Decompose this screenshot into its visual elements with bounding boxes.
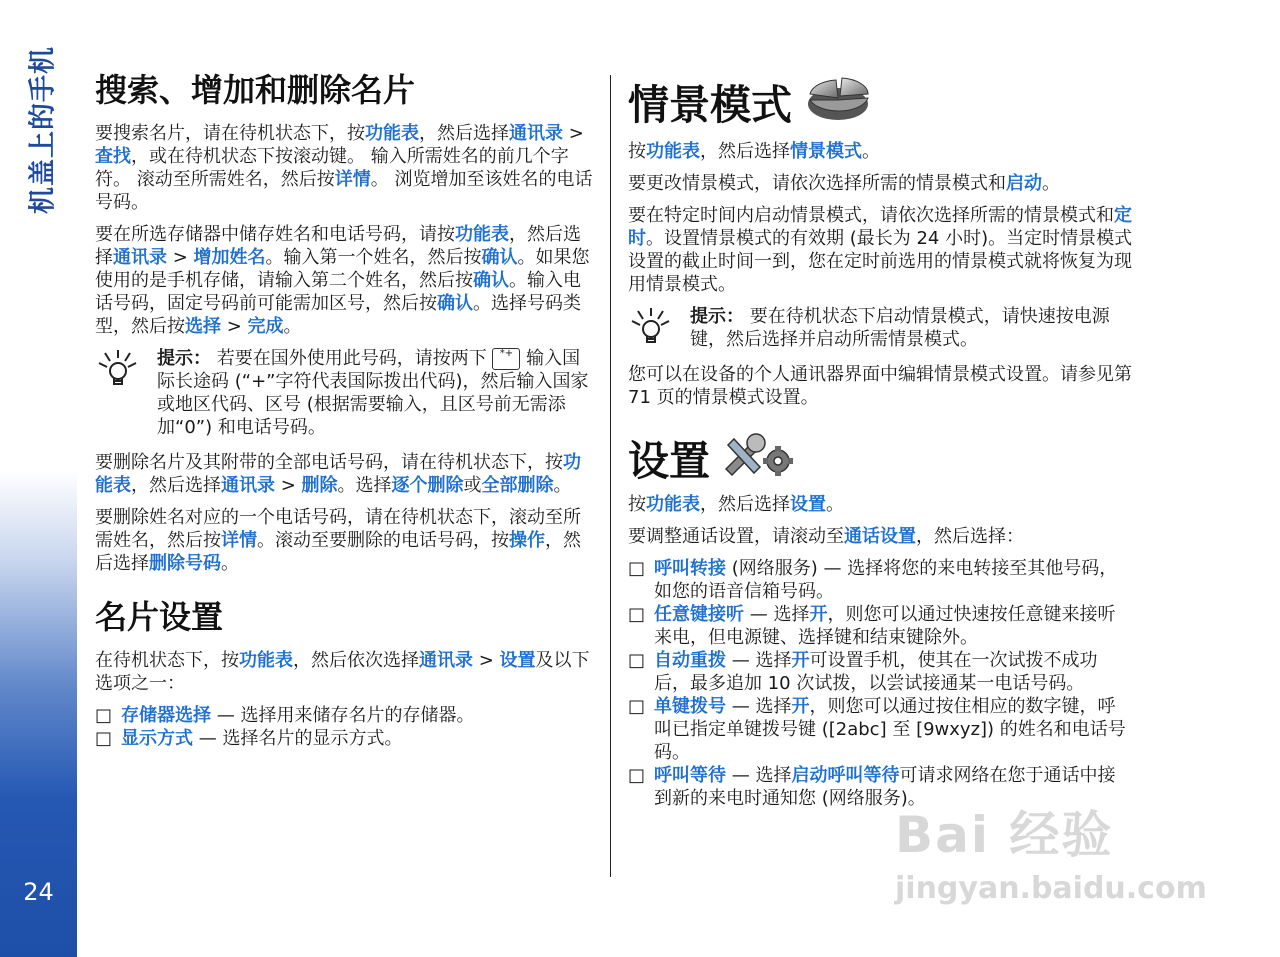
text-run: ，然后选择 xyxy=(131,475,221,496)
text-run: 。 浏览增加至该姓名的电话号码。 xyxy=(95,169,593,213)
pie-icon xyxy=(802,70,872,140)
menu-term: 通讯录 xyxy=(113,247,167,268)
text-run: 要在特定时间内启动情景模式，请依次选择所需的情景模式和 xyxy=(628,205,1114,226)
text-run: 可设置手机，使其在一次试拨不成功后，最多追加 10 次试拨，以尝试接通某一电话号码。 xyxy=(654,650,1098,694)
menu-term: 选择 xyxy=(185,316,221,337)
menu-term: 功能表 xyxy=(95,452,581,496)
menu-term: 设置 xyxy=(790,494,826,515)
watermark xyxy=(895,795,1207,906)
menu-term: 情景模式 xyxy=(790,141,862,162)
text-run: — 选择 xyxy=(726,696,792,717)
list-item xyxy=(628,695,1133,764)
text-run: — 选择名片的显示方式。 xyxy=(193,728,403,749)
text-run: ，然后选择： xyxy=(916,526,1024,547)
checkbox-bullet-icon: □ xyxy=(628,604,646,625)
checkbox-bullet-icon: □ xyxy=(628,696,646,717)
tip-body: 输入国际长途码 (“+”字符代表国际拨出代码)，然后输入国家或地区代码、区号 (根据需要输入，且区号前无需添加“0”) 和电话号码。 xyxy=(157,348,589,438)
menu-term: 存储器选择 xyxy=(121,705,211,726)
list-item-text xyxy=(654,695,1133,764)
menu-term: 自动重拨 xyxy=(654,650,726,671)
menu-term: 单键拨号 xyxy=(654,696,726,717)
text-run: ，然后依次选择 xyxy=(293,650,419,671)
text-run: ，或在待机状态下按滚动键。 输入所需姓名的前几个字符。 滚动至所需姓名，然后按 xyxy=(95,146,569,190)
list-item xyxy=(628,557,1133,603)
text-run: 。设置情景模式的有效期 (最长为 24 小时)。当定时情景模式设置的截止时间一到，您在定时前选用的情景模式就将恢复为现用情景模式。 xyxy=(628,228,1133,295)
paragraph xyxy=(95,649,595,695)
checkbox-bullet-icon: □ xyxy=(95,705,113,726)
text-run: 。 xyxy=(283,316,302,337)
text-run: 。输入电话号码，固定号码前可能需加区号，然后按 xyxy=(95,270,581,314)
menu-term: 功能表 xyxy=(646,494,700,515)
tools-gear-icon xyxy=(720,429,796,493)
paragraph xyxy=(628,525,1133,548)
text-run: ，然后选择 xyxy=(700,141,790,162)
text-run: 。选择 xyxy=(337,475,392,496)
tip-box xyxy=(95,347,595,439)
text-run: 要删除姓名对应的一个电话号码，请在待机状态下，滚动至所需姓名，然后按 xyxy=(95,507,581,551)
text-run: > xyxy=(275,475,302,496)
text-run: 您可以在设备的个人通讯器界面中编辑情景模式设置。请参见第 71 页的情景模式设置。 xyxy=(628,364,1132,408)
text-run: (网络服务) — 选择将您的来电转接至其他号码，如您的语音信箱号码。 xyxy=(654,558,1118,602)
checkbox-bullet-icon: □ xyxy=(628,558,646,579)
text-run: 。 xyxy=(1042,173,1060,194)
menu-term: 呼叫转接 xyxy=(654,558,726,579)
menu-term: 逐个删除 xyxy=(391,475,464,496)
text-run: 要搜索名片，请在待机状态下，按 xyxy=(95,123,365,144)
text-run: ，则您可以通过按住相应的数字键，呼叫已指定单键拨号键 ( xyxy=(654,696,1116,740)
text-run: 要删除名片及其附带的全部电话号码，请在待机状态下，按 xyxy=(95,452,563,473)
section-heading-contact-settings: 名片设置 xyxy=(95,598,224,636)
menu-term: 任意键接听 xyxy=(654,604,744,625)
watermark-url: jingyan.baidu.com xyxy=(895,871,1207,906)
paragraph xyxy=(95,506,595,575)
text-run: > xyxy=(473,650,500,671)
menu-term: 全部删除 xyxy=(481,475,554,496)
text-run: — 选择用来储存名片的存储器。 xyxy=(211,705,475,726)
tip-label: 提示： xyxy=(157,348,211,369)
menu-term: 详情 xyxy=(221,530,257,551)
tip-box xyxy=(628,305,1133,351)
menu-term: 开 xyxy=(809,604,828,625)
text-run: 在待机状态下，按 xyxy=(95,650,239,671)
text-run: ，然后选择 xyxy=(95,224,581,268)
menu-term: 启动呼叫等待 xyxy=(791,765,900,786)
text-run: 。 xyxy=(862,141,880,162)
text-run: 要调整通话设置，请滚动至 xyxy=(628,526,844,547)
menu-term: 通讯录 xyxy=(221,475,275,496)
sidebar-band xyxy=(0,0,77,957)
paragraph xyxy=(628,363,1133,409)
list-item-text xyxy=(121,727,595,750)
page-number: 24 xyxy=(23,878,54,906)
tip-text xyxy=(157,347,595,439)
text-run: 可请求网络在您于通话中接到新的来电时通知您 (网络服务)。 xyxy=(654,765,1116,809)
menu-term: 操作 xyxy=(509,530,545,551)
text-run: ，然后选择 xyxy=(95,530,581,574)
menu-term: 确认 xyxy=(437,293,473,314)
list-item xyxy=(628,603,1133,649)
text-run: 。选择号码类型，然后按 xyxy=(95,293,581,337)
menu-term: 完成 xyxy=(247,316,284,337)
heading-text: 设置 xyxy=(628,437,710,485)
menu-term: 功能表 xyxy=(239,650,293,671)
text-run: ，然后选择 xyxy=(700,494,790,515)
checkbox-bullet-icon: □ xyxy=(628,765,646,786)
star-key-icon: *+ xyxy=(492,348,520,370)
text-run: ) 的姓名和电话号码。 xyxy=(654,719,1126,763)
menu-term: 呼叫等待 xyxy=(654,765,726,786)
text-run: 及以下选项之一： xyxy=(95,650,590,694)
menu-term: 确认 xyxy=(481,247,518,268)
text-run: [9wxyz] xyxy=(916,719,988,740)
text-run: 。 xyxy=(826,494,844,515)
lightbulb-icon xyxy=(628,305,690,351)
paragraph xyxy=(628,140,1133,163)
checkbox-bullet-icon: □ xyxy=(95,728,113,749)
menu-term: 显示方式 xyxy=(121,728,193,749)
menu-term: 删除号码 xyxy=(149,553,221,574)
chapter-title: 机盖上的手机 xyxy=(27,46,59,214)
list-item-text xyxy=(654,603,1133,649)
menu-term: 删除 xyxy=(301,475,338,496)
text-run: 要在所选存储器中储存姓名和电话号码，请按 xyxy=(95,224,455,245)
left-column xyxy=(95,70,595,756)
heading-text: 情景模式 xyxy=(628,81,792,129)
text-run: 按 xyxy=(628,141,646,162)
paragraph xyxy=(628,493,1133,516)
menu-term: 确认 xyxy=(473,270,509,291)
text-run: 按 xyxy=(628,494,646,515)
paragraph xyxy=(95,223,595,338)
text-run: 或 xyxy=(463,475,482,496)
section-heading-settings xyxy=(628,429,1133,493)
text-run: — 选择 xyxy=(726,650,792,671)
menu-term: 开 xyxy=(791,650,810,671)
section-heading-search: 搜索、增加和删除名片 xyxy=(95,71,416,109)
list-item xyxy=(95,704,595,727)
list-item xyxy=(628,649,1133,695)
text-run: 至 xyxy=(886,719,917,740)
text-run: > xyxy=(221,316,248,337)
lightbulb-icon xyxy=(95,347,157,439)
text-run: — 选择 xyxy=(744,604,810,625)
right-column xyxy=(628,70,1133,816)
menu-term: 开 xyxy=(791,696,810,717)
menu-term: 功能表 xyxy=(365,123,419,144)
section-heading-profiles xyxy=(628,70,1133,140)
paragraph xyxy=(628,204,1133,296)
tip-body: 要在待机状态下启动情景模式，请快速按电源键，然后选择并启动所需情景模式。 xyxy=(690,306,1110,350)
list-item xyxy=(95,727,595,750)
text-run: 。 xyxy=(221,553,239,574)
menu-term: 查找 xyxy=(95,146,131,167)
text-run: ，然后选择 xyxy=(419,123,509,144)
list-item-text xyxy=(654,557,1133,603)
text-run: 。输入第一个姓名，然后按 xyxy=(265,247,482,268)
tip-text xyxy=(690,305,1133,351)
menu-term: 启动 xyxy=(1006,173,1042,194)
text-run: 。滚动至要删除的电话号码，按 xyxy=(257,530,509,551)
text-run: > xyxy=(167,247,194,268)
paragraph xyxy=(628,172,1133,195)
paragraph xyxy=(95,122,595,214)
text-run: — 选择 xyxy=(726,765,792,786)
menu-term: 功能表 xyxy=(455,224,509,245)
checkbox-bullet-icon: □ xyxy=(628,650,646,671)
tip-label: 提示： xyxy=(690,306,744,327)
watermark-logo: Bai 经验 xyxy=(895,806,1114,864)
text-run: 要更改情景模式，请依次选择所需的情景模式和 xyxy=(628,173,1006,194)
option-list xyxy=(95,704,595,750)
paragraph xyxy=(95,451,595,497)
option-list xyxy=(628,557,1133,810)
list-item-text xyxy=(654,649,1133,695)
menu-term: 通讯录 xyxy=(509,123,563,144)
menu-term: 详情 xyxy=(334,169,371,190)
menu-term: 通讯录 xyxy=(419,650,473,671)
text-run: > xyxy=(563,123,584,144)
menu-term: 增加姓名 xyxy=(193,247,266,268)
text-run: 。如果您使用的是手机存储，请输入第二个姓名，然后按 xyxy=(95,247,590,291)
tip-body: 若要在国外使用此号码，请按两下 xyxy=(211,348,493,369)
text-run: ，则您可以通过快速按任意键来接听来电，但电源键、选择键和结束键除外。 xyxy=(654,604,1116,648)
menu-term: 功能表 xyxy=(646,141,700,162)
list-item-text xyxy=(121,704,595,727)
text-run: [2abc] xyxy=(828,719,887,740)
menu-term: 定时 xyxy=(628,205,1132,249)
menu-term: 通话设置 xyxy=(844,526,916,547)
text-run: 。 xyxy=(553,475,572,496)
menu-term: 设置 xyxy=(499,650,536,671)
column-divider xyxy=(610,75,611,877)
